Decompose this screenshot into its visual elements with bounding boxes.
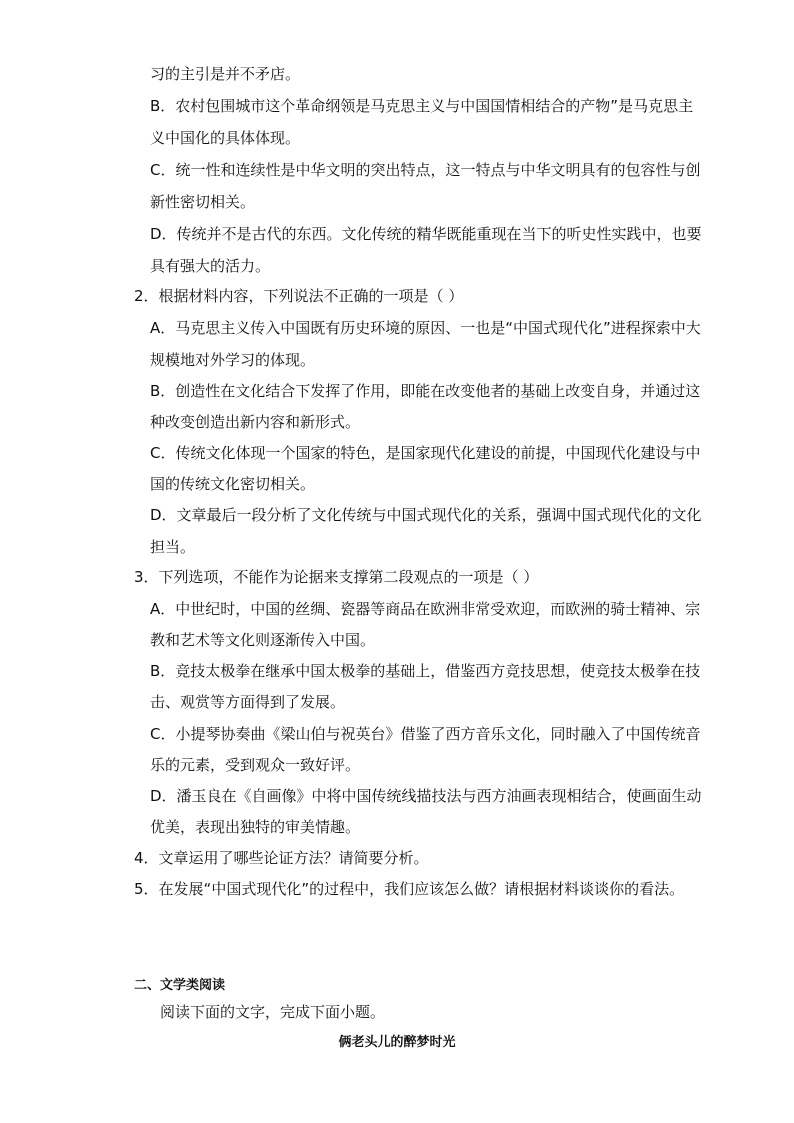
passage-title: 俩老头儿的醉梦时光	[338, 1035, 456, 1050]
q2-option-d-line-1: D．文章最后一段分析了文化传统与中国式现代化的关系，强调中国式现代化的文化	[150, 506, 702, 524]
option-d-line-1: D．传统并不是古代的东西。文化传统的精华既能重现在当下的听史性实践中，也要	[150, 225, 702, 243]
option-b-line-2: 义中国化的具体体现。	[150, 129, 301, 147]
q2-option-c-line-1: C．传统文化体现一个国家的特色，是国家现代化建设的前提，中国现代化建设与中	[150, 444, 701, 462]
section-instruction: 阅读下面的文字，完成下面小题。	[160, 1003, 386, 1021]
q2-option-a-line-1: A．马克思主义传入中国既有历史环境的原因、一也是“中国式现代化”进程探索中大	[150, 319, 701, 337]
q3-option-b-line-1: B．竞技太极拳在继承中国太极拳的基础上，借鉴西方竞技思想，使竞技太极拳在技	[150, 662, 701, 680]
q2-option-d-line-2: 担当。	[150, 538, 196, 556]
option-c-line-2: 新性密切相关。	[150, 193, 256, 211]
question-4: 4．文章运用了哪些论证方法？请简要分析。	[134, 849, 429, 867]
q3-option-c-line-1: C．小提琴协奏曲《梁山伯与祝英台》借鉴了西方音乐文化，同时融入了中国传统音	[150, 725, 701, 743]
q3-option-a-line-2: 教和艺术等文化则逐渐传入中国。	[150, 631, 376, 649]
q3-option-b-line-2: 击、观赏等方面得到了发展。	[150, 693, 346, 711]
question-2-stem: 2．根据材料内容，下列说法不正确的一项是（ ）	[134, 287, 464, 305]
question-5: 5．在发展“中国式现代化”的过程中，我们应该怎么做？请根据材料谈谈你的看法。	[134, 880, 685, 898]
q2-option-c-line-2: 国的传统文化密切相关。	[150, 475, 316, 493]
option-d-line-2: 具有强大的活力。	[150, 257, 271, 275]
q2-option-b-line-2: 种改变创造出新内容和新形式。	[150, 413, 361, 431]
q3-option-d-line-1: D．潘玉良在《自画像》中将中国传统线描技法与西方油画表现相结合，使画面生动	[150, 787, 702, 805]
q3-option-d-line-2: 优美，表现出独特的审美情趣。	[150, 818, 361, 836]
section-heading: 二、文学类阅读	[134, 978, 226, 993]
q3-option-c-line-2: 乐的元素，受到观众一致好评。	[150, 756, 361, 774]
option-a-continuation: 习的主引是并不矛店。	[150, 65, 301, 83]
q2-option-a-line-2: 规模地对外学习的体现。	[150, 351, 316, 369]
q2-option-b-line-1: B．创造性在文化结合下发挥了作用，即能在改变他者的基础上改变自身，并通过这	[150, 382, 701, 400]
question-3-stem: 3．下列选项，不能作为论据来支撑第二段观点的一项是（ ）	[134, 568, 539, 586]
option-c-line-1: C．统一性和连续性是中华文明的突出特点，这一特点与中华文明具有的包容性与创	[150, 161, 701, 179]
option-b-line-1: B．农村包围城市这个革命纲领是马克思主义与中国国情相结合的产物”是马克思主	[150, 97, 694, 115]
q3-option-a-line-1: A．中世纪时，中国的丝绸、瓷器等商品在欧洲非常受欢迎，而欧洲的骑士精神、宗	[150, 600, 701, 618]
